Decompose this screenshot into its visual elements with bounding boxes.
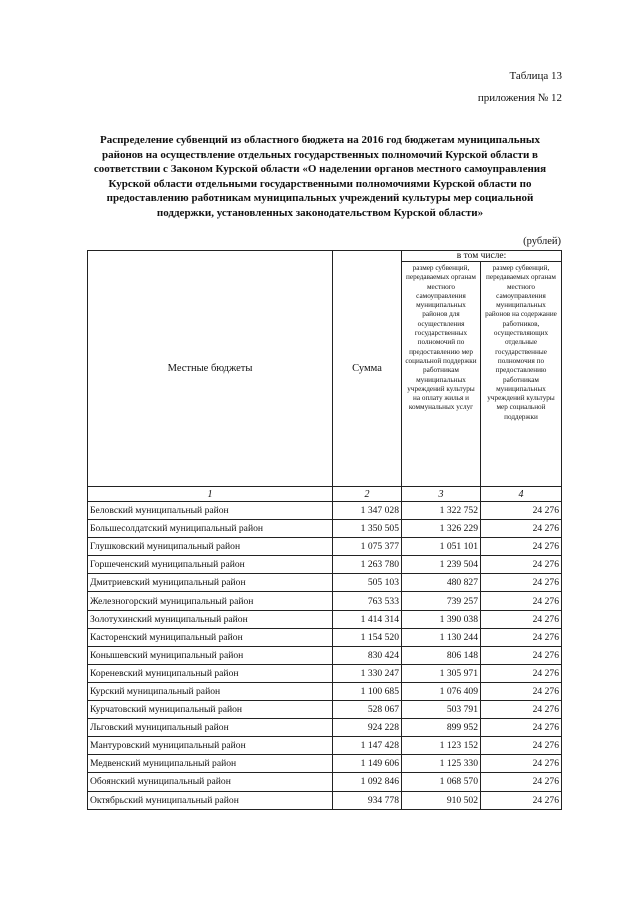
column-number: 1 xyxy=(88,487,333,502)
staff-subsidy-cell: 24 276 xyxy=(481,574,562,592)
table-row xyxy=(88,628,562,646)
units-label: (рублей) xyxy=(523,236,561,247)
sum-cell: 1 350 505 xyxy=(333,520,402,538)
staff-subsidy-cell: 24 276 xyxy=(481,701,562,719)
staff-subsidy-cell: 24 276 xyxy=(481,502,562,520)
housing-subsidy-cell: 1 239 504 xyxy=(402,556,481,574)
appendix-label: приложения № 12 xyxy=(477,92,562,104)
housing-subsidy-cell: 1 390 038 xyxy=(402,610,481,628)
district-name-cell: Золотухинский муниципальный район xyxy=(88,610,333,628)
sum-cell: 1 147 428 xyxy=(333,737,402,755)
table-row xyxy=(88,502,562,520)
column-header-local-budgets: Местные бюджеты xyxy=(88,251,333,487)
table-row xyxy=(88,520,562,538)
district-name-cell: Железногорский муниципальный район xyxy=(88,592,333,610)
table-row xyxy=(88,592,562,610)
staff-subsidy-cell: 24 276 xyxy=(481,538,562,556)
district-name-cell: Обоянский муниципальный район xyxy=(88,773,333,791)
staff-subsidy-cell: 24 276 xyxy=(481,610,562,628)
housing-subsidy-cell: 739 257 xyxy=(402,592,481,610)
column-number: 3 xyxy=(402,487,481,502)
district-name-cell: Мантуровский муниципальный район xyxy=(88,737,333,755)
staff-subsidy-cell: 24 276 xyxy=(481,646,562,664)
sum-cell: 830 424 xyxy=(333,646,402,664)
district-name-cell: Горшеченский муниципальный район xyxy=(88,556,333,574)
district-name-cell: Дмитриевский муниципальный район xyxy=(88,574,333,592)
staff-subsidy-cell: 24 276 xyxy=(481,791,562,809)
table-number-label: Таблица 13 xyxy=(509,70,562,82)
table-row xyxy=(88,773,562,791)
sum-cell: 528 067 xyxy=(333,701,402,719)
table-row xyxy=(88,556,562,574)
housing-subsidy-cell: 1 068 570 xyxy=(402,773,481,791)
sum-cell: 505 103 xyxy=(333,574,402,592)
document-title: Распределение субвенций из областного бюджета на 2016 год бюджетам муниципальных районов на осуществление отдельных государственных полномочий Курской области в соответствии с Законом Курской области «О наделении органов местного самоуправления Курской области отдельными государственными полномочиями Курской области по предоставлению работникам муниципальных учреждений культуры мер социальной поддержки, установленных законодательством Курской области» xyxy=(93,134,547,219)
table-row xyxy=(88,719,562,737)
housing-subsidy-cell: 1 125 330 xyxy=(402,755,481,773)
column-number-row xyxy=(88,487,562,502)
column-header-staff-subsidy: размер субвенций, передаваемых органам местного самоуправления муниципальных районов на содержание работников, осуществляющих отдельные государственные полномочия по предоставлению работникам муниципальных учреждений культуры мер социальной поддержки xyxy=(481,262,562,487)
sum-cell: 1 149 606 xyxy=(333,755,402,773)
table-row xyxy=(88,610,562,628)
housing-subsidy-cell: 899 952 xyxy=(402,719,481,737)
housing-subsidy-cell: 1 051 101 xyxy=(402,538,481,556)
staff-subsidy-cell: 24 276 xyxy=(481,719,562,737)
district-name-cell: Глушковский муниципальный район xyxy=(88,538,333,556)
staff-subsidy-cell: 24 276 xyxy=(481,682,562,700)
district-name-cell: Кореневский муниципальный район xyxy=(88,664,333,682)
housing-subsidy-cell: 1 305 971 xyxy=(402,664,481,682)
district-name-cell: Касторенский муниципальный район xyxy=(88,628,333,646)
sum-cell: 1 263 780 xyxy=(333,556,402,574)
sum-cell: 1 075 377 xyxy=(333,538,402,556)
staff-subsidy-cell: 24 276 xyxy=(481,520,562,538)
sum-cell: 763 533 xyxy=(333,592,402,610)
table-row xyxy=(88,791,562,809)
table-row xyxy=(88,755,562,773)
subsidy-table xyxy=(87,250,562,810)
table-row xyxy=(88,682,562,700)
staff-subsidy-cell: 24 276 xyxy=(481,556,562,574)
sum-cell: 1 100 685 xyxy=(333,682,402,700)
housing-subsidy-cell: 503 791 xyxy=(402,701,481,719)
sum-cell: 1 414 314 xyxy=(333,610,402,628)
table-row xyxy=(88,538,562,556)
table-row xyxy=(88,646,562,664)
sum-cell: 934 778 xyxy=(333,791,402,809)
district-name-cell: Конышевский муниципальный район xyxy=(88,646,333,664)
district-name-cell: Октябрьский муниципальный район xyxy=(88,791,333,809)
table-row xyxy=(88,664,562,682)
district-name-cell: Большесолдатский муниципальный район xyxy=(88,520,333,538)
column-header-sum: Сумма xyxy=(333,251,402,487)
housing-subsidy-cell: 1 076 409 xyxy=(402,682,481,700)
housing-subsidy-cell: 910 502 xyxy=(402,791,481,809)
staff-subsidy-cell: 24 276 xyxy=(481,628,562,646)
district-name-cell: Льговский муниципальный район xyxy=(88,719,333,737)
housing-subsidy-cell: 1 123 152 xyxy=(402,737,481,755)
housing-subsidy-cell: 480 827 xyxy=(402,574,481,592)
district-name-cell: Беловский муниципальный район xyxy=(88,502,333,520)
district-name-cell: Медвенский муниципальный район xyxy=(88,755,333,773)
sum-cell: 1 330 247 xyxy=(333,664,402,682)
column-header-housing-subsidy: размер субвенций, передаваемых органам местного самоуправления муниципальных районов для осуществления государственных полномочий по предоставлению мер социальной поддержки работникам муниципальных учреждений культуры на оплату жилья и коммунальных услуг xyxy=(402,262,481,487)
district-name-cell: Курский муниципальный район xyxy=(88,682,333,700)
sum-cell: 1 092 846 xyxy=(333,773,402,791)
staff-subsidy-cell: 24 276 xyxy=(481,664,562,682)
table-row xyxy=(88,701,562,719)
sum-cell: 1 154 520 xyxy=(333,628,402,646)
housing-subsidy-cell: 1 130 244 xyxy=(402,628,481,646)
table-row xyxy=(88,574,562,592)
housing-subsidy-cell: 1 326 229 xyxy=(402,520,481,538)
sum-cell: 1 347 028 xyxy=(333,502,402,520)
staff-subsidy-cell: 24 276 xyxy=(481,592,562,610)
housing-subsidy-cell: 806 148 xyxy=(402,646,481,664)
staff-subsidy-cell: 24 276 xyxy=(481,773,562,791)
column-number: 4 xyxy=(481,487,562,502)
column-number: 2 xyxy=(333,487,402,502)
sum-cell: 924 228 xyxy=(333,719,402,737)
housing-subsidy-cell: 1 322 752 xyxy=(402,502,481,520)
staff-subsidy-cell: 24 276 xyxy=(481,755,562,773)
district-name-cell: Курчатовский муниципальный район xyxy=(88,701,333,719)
staff-subsidy-cell: 24 276 xyxy=(481,737,562,755)
column-header-including: в том числе: xyxy=(402,251,562,262)
table-row xyxy=(88,737,562,755)
